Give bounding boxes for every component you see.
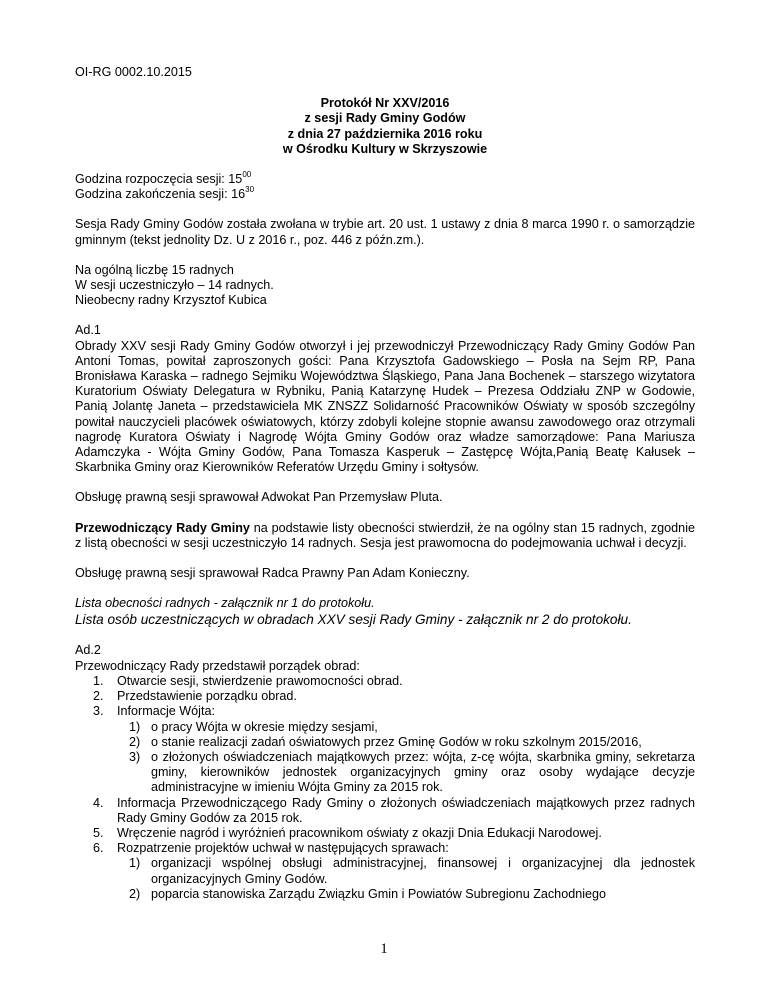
- chair-statement: [75, 521, 695, 551]
- title-line-1: Protokół Nr XXV/2016: [320, 96, 450, 111]
- agenda-item-number: 5.: [93, 825, 104, 840]
- title-line-4: w Ośrodku Kultury w Skrzyszowie: [282, 141, 488, 156]
- agenda-item-number: 4.: [93, 795, 104, 810]
- attachment-1: Lista obecności radnych - załącznik nr 1 do protokołu.: [75, 596, 375, 611]
- attachment-2: Lista osób uczestniczących w obradach XXV sesji Rady Gminy - załącznik nr 2 do protokołu.: [75, 612, 632, 628]
- agenda-list: [75, 674, 695, 902]
- start-hour: 15: [228, 172, 243, 187]
- agenda-item-number: 6.: [93, 841, 104, 856]
- agenda-subitem-number: 1): [129, 719, 141, 734]
- title-line-2: z sesji Rady Gminy Godów: [304, 111, 466, 126]
- agenda-subitem-number: 3): [129, 749, 141, 764]
- agenda-item-text: Rozpatrzenie projektów uchwał w następujących sprawach:: [117, 841, 449, 856]
- agenda-item-number: 3.: [93, 704, 104, 719]
- agenda-sublist-3: [117, 720, 695, 796]
- start-minutes: 00: [242, 170, 252, 180]
- agenda-subitem-text: poparcia stanowiska Zarządu Związku Gmin i Powiatów Subregionu Zachodniego: [151, 886, 607, 901]
- agenda-item-number: 2.: [93, 689, 104, 704]
- agenda-item: [75, 689, 695, 704]
- agenda-item-text: Wręczenie nagród i wyróżnień pracownikom oświaty z okazji Dnia Edukacji Narodowej.: [117, 825, 602, 840]
- document-title: [75, 96, 695, 157]
- agenda-subitem-text: organizacji wspólnej obsługi administracyjnej, finansowej i organizacyjnej dla jednostek organizacyjnych Gminy Godów.: [151, 856, 695, 886]
- attendance-total: Na ogólną liczbę 15 radnych: [75, 262, 234, 277]
- legal-service-2: Obsługę prawną sesji sprawował Radca Prawny Pan Adam Konieczny.: [75, 566, 470, 581]
- agenda-item: [75, 704, 695, 795]
- chair-text: na podstawie listy obecności stwierdził, że na ogólny stan 15 radnych, zgodnie z listą obecności w sesji uczestniczyło 14 radnych. Sesja jest prawomocna do podejmowania uchwał i decyzji.: [75, 520, 695, 550]
- agenda-subitem-text: o pracy Wójta w okresie między sesjami,: [151, 719, 378, 734]
- attendance-present: W sesji uczestniczyło – 14 radnych.: [75, 278, 274, 293]
- start-label: Godzina rozpoczęcia sesji:: [75, 172, 229, 187]
- agenda-subitem-number: 2): [129, 886, 141, 901]
- agenda-subitem-number: 1): [129, 856, 141, 871]
- page-number: 1: [380, 941, 388, 957]
- title-line-3: z dnia 27 października 2016 roku: [287, 126, 483, 141]
- agenda-item: [75, 841, 695, 902]
- ad2-heading: Ad.2: [75, 643, 101, 658]
- legal-service-1: Obsługę prawną sesji sprawował Adwokat Pan Przemysław Pluta.: [75, 490, 443, 505]
- end-minutes: 30: [245, 185, 255, 195]
- ad1-heading: Ad.1: [75, 323, 101, 338]
- end-hour: 16: [231, 187, 246, 202]
- agenda-subitem-number: 2): [129, 734, 141, 749]
- agenda-subitem: [117, 735, 695, 750]
- agenda-item-text: Informacje Wójta:: [117, 704, 215, 719]
- agenda-subitem: [117, 750, 695, 796]
- session-intro: Sesja Rady Gminy Godów została zwołana w trybie art. 20 ust. 1 ustawy z dnia 8 marca 1990 r. o samorządzie gminnym (tekst jednolity Dz. U z 2016 r., poz. 446 z późn.zm.).: [75, 217, 695, 247]
- agenda-subitem-text: o złożonych oświadczeniach majątkowych przez: wójta, z-cę wójta, skarbnika gminy, sekretarza gminy, kierowników jednostek organizacyjnych gminy oraz osoby wydające decyzje administracyjne w imieniu Wójta Gminy za 2015 rok.: [151, 749, 695, 795]
- agenda-item-text: Przedstawienie porządku obrad.: [117, 689, 297, 704]
- agenda-item: [75, 796, 695, 826]
- agenda-subitem: [117, 720, 695, 735]
- end-label: Godzina zakończenia sesji:: [75, 187, 232, 202]
- document-reference: OI-RG 0002.10.2015: [75, 65, 192, 79]
- attendance-absent: Nieobecny radny Krzysztof Kubica: [75, 293, 267, 308]
- chair-bold: Przewodniczący Rady Gminy: [75, 520, 250, 535]
- document-page: [75, 65, 695, 902]
- session-start-time: [75, 172, 695, 187]
- agenda-item-number: 1.: [93, 673, 104, 688]
- agenda-subitem: [117, 887, 695, 902]
- agenda-item-text: Otwarcie sesji, stwierdzenie prawomocności obrad.: [117, 673, 403, 688]
- agenda-sublist-6: [117, 856, 695, 902]
- ad2-intro: Przewodniczący Rady przedstawił porządek obrad:: [75, 658, 360, 673]
- ad1-paragraph: Obrady XXV sesji Rady Gminy Godów otworzył i jej przewodniczył Przewodniczący Rady Gminy Godów Pan Antoni Tomas, powitał zaproszonych gości: Pana Krzysztofa Gadowskiego – Posła na Sejm RP, Pana Bronisława Karaska – radnego Sejmiku Województwa Śląskiego, Pana Jana Bochenek – starszego wizytatora Kuratorium Oświaty Delegatura w Rybniku, Panią Katarzynę Hudek – Prezesa Oddziału ZNP w Godowie, Panią Jolantę Janeta – przedstawiciela MK ZNSZZ Solidarność Pracowników Oświaty w sposób szczególny powitał nauczycieli placówek oświatowych, którzy zdobyli kolejne stopnie awansu zawodowego oraz otrzymali nagrodę Kuratora Oświaty i Nagrodę Wójta Gminy Godów oraz władze samorządowe: Pana Mariusza Adamczyka - Wójta Gminy Godów, Pana Tomasza Kasperuk – Zastępcę Wójta,Panią Beatę Kałusek – Skarbnika Gminy oraz Kierowników Referatów Urzędu Gminy i sołtysów.: [75, 338, 695, 475]
- agenda-item: [75, 826, 695, 841]
- agenda-subitem-text: o stanie realizacji zadań oświatowych przez Gminę Godów w roku szkolnym 2015/2016,: [151, 734, 642, 749]
- agenda-subitem: [117, 856, 695, 886]
- agenda-item-text: Informacja Przewodniczącego Rady Gminy o złożonych oświadczeniach majątkowych przez radnych Rady Gminy Godów za 2015 rok.: [117, 795, 695, 825]
- session-end-time: [75, 187, 695, 202]
- agenda-item: [75, 674, 695, 689]
